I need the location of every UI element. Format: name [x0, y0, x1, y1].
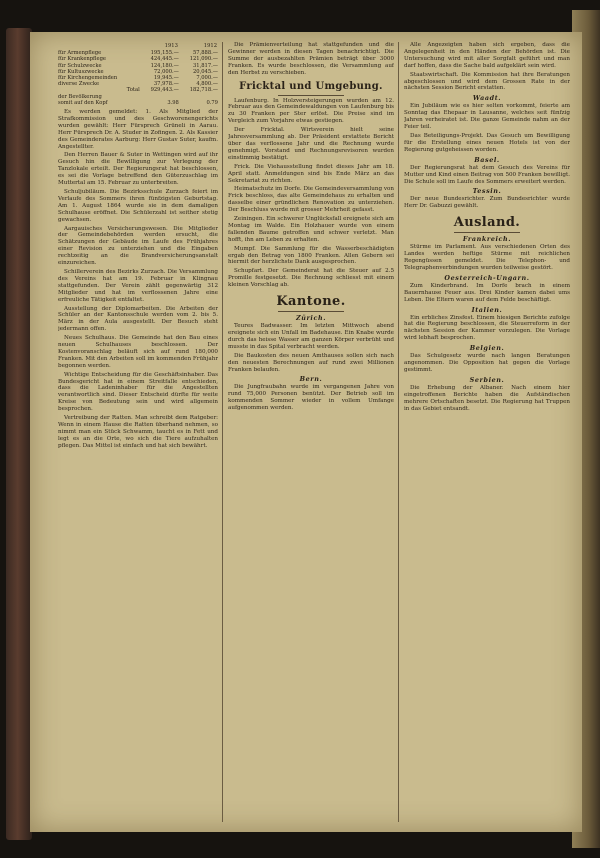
- article-paragraph: Zeiningen. Ein schwerer Unglücksfall ereignete sich am Montag im Walde. Ein Holzhauer wurde von einem fallenden Baume getroffen und schwer verletzt. Man hofft, ihn am Leben zu erhalten.: [228, 216, 394, 243]
- stats-value: 19,945.—: [153, 75, 179, 82]
- article-paragraph: Die Jungfraubahn wurde im vergangenen Jahre von rund 75,000 Personen benützt. Der Betrieb soll im kommenden Sommer wieder in vollem Umfange aufgenommen werden.: [228, 384, 394, 412]
- stats-value: 57,888.—: [193, 50, 218, 57]
- stats-label: für Schulzwecke: [58, 62, 102, 69]
- article-paragraph: Schuljubiläum. Die Bezirksschule Zurzach feiert im Verlaufe des Sommers ihren fünfzigsten Geburtstag. Am 1. August 1864 wurde sie in dem damaligen Schulhause eröffnet. Die Schülerzahl ist seither stetig gewachsen.: [58, 189, 218, 223]
- stats-value: 929,443.—: [150, 87, 179, 94]
- stats-value: 37,978.—: [153, 81, 179, 88]
- article-paragraph: Mumpf. Die Sammlung für die Wasserbeschädigten ergab den Betrag von 1800 Franken. Allen Gebern sei hiermit der herzlichste Dank ausgesprochen.: [228, 245, 394, 266]
- stats-value: 7,000.—: [196, 75, 218, 82]
- article-paragraph: Zum Kinderbrand. Im Dorfe brach in einem Bauernhause Feuer aus. Drei Kinder kamen dabei ums Leben. Die Eltern waren auf dem Felde beschäftigt.: [404, 282, 570, 303]
- article-paragraph: Schillerverein des Bezirks Zurzach. Die Versammlung des Vereins hat am 19. Februar in Klingnau stattgefunden. Der Verein zählt gegenwärtig 312 Mitglieder und hat im verflossenen Jahre eine erfreuliche Tätigkeit entfaltet.: [58, 268, 218, 303]
- article-paragraph: Ausstellung der Diplomarbeiten. Die Arbeiten der Schüler an der Kantonsschule werden vom 2. bis 5. März in der Aula ausgestellt. Der Besuch steht jedermann offen.: [58, 305, 218, 333]
- stats-value: 3.98: [167, 99, 179, 106]
- stats-year-a: 1913: [164, 43, 178, 49]
- article-paragraph: Schupfart. Der Gemeinderat hat die Steuer auf 2.5 Promille festgesetzt. Die Rechnung schliesst mit einem kleinen Vorschlag ab.: [228, 268, 394, 289]
- column-3: [404, 42, 570, 822]
- column-rule: [222, 42, 223, 822]
- subheading-waadt: Waadt.: [472, 94, 502, 103]
- column-1: [58, 42, 218, 822]
- book-spine: [6, 28, 32, 840]
- article-paragraph: Die Baukosten des neuen Amthauses sollen sich nach den neuesten Berechnungen auf rund zwei Millionen Franken belaufen.: [228, 352, 394, 373]
- subheading-belgien: Belgien.: [469, 344, 505, 353]
- section-heading-fricktal: Fricktal und Umgebung.: [239, 80, 383, 92]
- subheading-zurich: Zürich.: [295, 314, 327, 323]
- stats-note: der Bevölkerung: [58, 93, 102, 100]
- article-paragraph: Laufenburg. In Holzversteigerungen wurden am 12. Februar aus den Gemeindewaldungen von Laufenburg bis zu 30 Franken per Ster erlöst. Die Preise sind im Vergleich zum Vorjahre etwas gestiegen.: [228, 97, 394, 125]
- article-paragraph: Den Herren Bauer & Suter in Wettingen wird auf ihr Gesuch hin die Bewilligung zur Verlegung der Tanzlokale erteilt. Der Regierungsrat hat beschlossen, es sei die Vorlage betreffend den Güterzuschlag im Muttertal am 15. Februar zu unterbreiten.: [58, 152, 218, 187]
- article-paragraph: Das Beteiligungs-Projekt. Das Gesuch um Bewilligung für die Erstellung eines neuen Hotels ist von der Regierung gutgeheissen worden.: [404, 132, 570, 153]
- stats-value: 31,817.—: [193, 62, 218, 69]
- stats-label: für Kirchengemeinden: [58, 75, 118, 82]
- stats-label: für Krankenpflege: [58, 56, 106, 63]
- subheading-oesterreich: Oesterreich-Ungarn.: [444, 273, 530, 282]
- subheading-serbien: Serbien.: [469, 375, 505, 384]
- stats-year-b: 1912: [203, 43, 217, 49]
- article-paragraph: Der neue Bundesrichter. Zum Bundesrichter wurde Herr Dr. Gabuzzi gewählt.: [404, 196, 570, 210]
- article-paragraph: Vertreibung der Ratten. Man schreibt dem Ratgeber: Wenn in einem Hause die Ratten überhand nehmen, so nimmt man ein Stück Schwamm, taucht es in Fett und legt es an die Orte, wo sich die Tiere aufzuhalten pflegen. Das Mittel ist einfach und hat sich bewährt.: [58, 415, 218, 449]
- article-paragraph: Wichtige Entscheidung für die Geschäftsinhaber. Das Bundesgericht hat in einem Streitfalle entschieden, dass die Ladeninhaber für die Angestellten verantwortlich sind. Dieser Entscheid dürfte für weite Kreise von Bedeutung sein und wird allgemein besprochen.: [58, 371, 218, 413]
- article-paragraph: Aargauisches Versicherungswesen. Die Mitglieder der Gemeindebehörden werden ersucht, die Schätzungen der Gebäude im Laufe des Frühjahres einer Revision zu unterziehen und die Eingaben rechtzeitig an die Brandversicherungsanstalt einzureichen.: [58, 225, 218, 267]
- column-rule: [398, 42, 399, 822]
- stats-label: somit auf den Kopf: [58, 99, 108, 106]
- divider: [454, 232, 520, 233]
- subheading-frankreich: Frankreich.: [462, 235, 512, 244]
- article-paragraph: Teures Badwasser. Im letzten Mittwoch abend ereignete sich ein Unfall im Badehause. Ein Knabe wurde durch das heisse Wasser am ganzen Körper verbrüht und musste in das Spital verbracht werden.: [228, 323, 394, 350]
- stats-label: Total: [126, 87, 140, 94]
- section-heading-kantone: Kantone.: [276, 294, 346, 310]
- subheading-tessin: Tessin.: [472, 187, 502, 196]
- table-row: [58, 100, 218, 106]
- article-paragraph: Ein erbliches Zinsfest. Einem hiesigen Berichte zufolge hat die Regierung beschlossen, die Steuerreform in der nächsten Session der Kammer vorzulegen. Die Vorlage wird lebhaft besprochen.: [404, 314, 570, 342]
- subheading-basel: Basel.: [474, 155, 500, 164]
- article-paragraph: Neues Schulhaus. Die Gemeinde hat den Bau eines neuen Schulhauses beschlossen. Der Kostenvoranschlag beläuft sich auf rund 180,000 Franken. Mit den Arbeiten soll im kommenden Frühjahr begonnen werden.: [58, 335, 218, 369]
- stats-label: für Kultuszwecke: [58, 68, 104, 75]
- article-paragraph: Stürme im Parlament. Aus verschiedenen Orten des Landes werden heftige Stürme mit reichlichen Regengüssen gemeldet. Die Telephon- und Telegraphenverbindungen wurden teilweise gestört.: [404, 244, 570, 271]
- section-heading-ausland: Ausland.: [453, 215, 521, 231]
- stats-value: 121,090.—: [189, 56, 218, 63]
- article-paragraph: Das Schulgesetz wurde nach langen Beratungen angenommen. Die Opposition hat gegen die Vorlage gestimmt.: [404, 353, 570, 373]
- stats-table: [58, 42, 218, 106]
- divider: [278, 95, 344, 96]
- stats-value: 424,445.—: [150, 56, 179, 63]
- article-paragraph: Heimatschutz im Dorfe. Die Gemeindeversammlung von Frick beschloss, das alte Gemeindehaus zu erhalten und dasselbe einer gründlichen Renovation zu unterziehen. Der Beschluss wurde mit grosser Mehrheit gefasst.: [228, 186, 394, 214]
- subheading-bern: Bern.: [299, 375, 323, 384]
- article-paragraph: Alle Angezeigten haben sich ergeben, dass die Angelegenheit in den Händen der Behörden ist. Die Untersuchung wird mit aller Sorgfalt geführt und man darf hoffen, dass die Sache bald aufgeklärt sein wird.: [404, 42, 570, 69]
- subheading-italien: Italien.: [471, 305, 503, 314]
- stats-value: 4,800.—: [196, 81, 218, 88]
- article-paragraph: Frick. Die Viehausstellung findet dieses Jahr am 18. April statt. Anmeldungen sind bis Ende März an das Sekretariat zu richten.: [228, 163, 394, 184]
- stats-value: 195,155.—: [150, 50, 179, 57]
- column-2: [228, 42, 394, 822]
- divider: [278, 311, 344, 312]
- article-paragraph: Die Erhebung der Albaner. Nach einem hier eingetroffenen Berichte haben die Aufständischen mehrere Ortschaften besetzt. Die Regierung hat Truppen in das Gebiet entsandt.: [404, 384, 570, 412]
- article-paragraph: Die Prämienverteilung hat stattgefunden und die Gewinner werden in diesen Tagen benachrichtigt. Die Summe der ausbezahlten Prämien beträgt über 3000 Franken. Es wurde beschlossen, die Versammlung auf den Herbst zu verschieben.: [228, 42, 394, 76]
- stats-value: 72,000.—: [153, 68, 179, 75]
- newspaper-page: [30, 32, 582, 832]
- stats-label: diverse Zwecke: [58, 81, 100, 88]
- article-paragraph: Ein Jubiläum wie es hier selten vorkommt, feierte am Sonntag das Ehepaar in Lausanne, welches seit fünfzig Jahren verheiratet ist. Die ganze Gemeinde nahm an der Feier teil.: [404, 103, 570, 131]
- stats-value: 124,180.—: [150, 62, 179, 69]
- article-paragraph: Der Fricktal. Wirtsverein hielt seine Jahresversammlung ab. Der Präsident erstattete Bericht über das verflossene Jahr und die Rechnung wurde genehmigt. Vorstand und Rechnungsrevisoren wurden einstimmig bestätigt.: [228, 127, 394, 161]
- article-paragraph: Der Regierungsrat hat dem Gesuch des Vereins für Mutter und Kind einen Beitrag von 500 Franken bewilligt. Die Schule soll im Laufe des Sommers erweitert werden.: [404, 164, 570, 185]
- stats-label: für Armenpflege: [58, 50, 102, 57]
- article-paragraph: Staatswirtschaft. Die Kommission hat ihre Beratungen abgeschlossen und wird dem Grossen Rate in der nächsten Session Bericht erstatten.: [404, 71, 570, 92]
- stats-value: 20,045.—: [193, 68, 218, 75]
- stats-value: 182,718.—: [189, 87, 218, 94]
- article-paragraph: Es werden gemeldet: 1. Als Mitglied der Strafkommission und des Geschworenengerichts wurden gewählt: Herr Fürsprech Grüneli in Aarau. Herr Fürsprech Dr. A. Studer in Zofingen. 2. Als Kassier des Gemeinderates Aarburg: Herr Gustav Suter, kaufm. Angestellter.: [58, 109, 218, 150]
- stats-value: 0.79: [206, 99, 218, 106]
